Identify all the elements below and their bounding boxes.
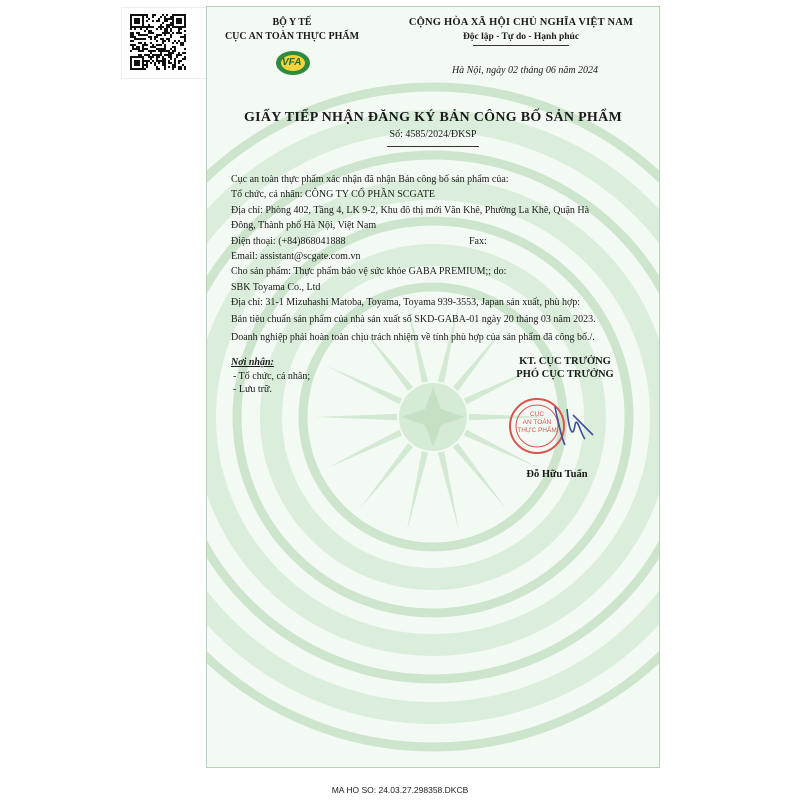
signer-name: Đỗ Hữu Tuấn	[526, 469, 588, 480]
document-title: GIẤY TIẾP NHẬN ĐĂNG KÝ BẢN CÔNG BỐ SẢN PHẨM	[243, 110, 623, 125]
title-divider	[387, 146, 479, 147]
stamp-text: CỤC AN TOÀN THỰC PHẨM	[517, 411, 557, 434]
drum-ray	[315, 414, 397, 420]
department-name: CỤC AN TOÀN THỰC PHẨM	[224, 31, 360, 42]
document-number: Số: 4585/2024/ĐKSP	[389, 129, 477, 140]
fax: Fax:	[469, 236, 487, 247]
qr-code	[122, 8, 208, 78]
drum-ray	[438, 451, 459, 532]
drum-ray	[453, 443, 507, 509]
official-stamp	[503, 395, 607, 457]
ministry-name: BỘ Y TẾ	[272, 17, 312, 28]
address-line-2: Đông, Thành phố Hà Nội, Việt Nam	[231, 220, 377, 231]
drum-ray	[327, 430, 402, 469]
certificate-document	[206, 6, 660, 768]
drum-ray	[327, 366, 402, 405]
address-line-1: Địa chỉ: Phòng 402, Tầng 4, LK 9-2, Khu đô thị mới Văn Khê, Phường La Khê, Quận Hà	[231, 205, 590, 216]
intro-text: Cục an toàn thực phẩm xác nhận đã nhận Bản công bố sản phẩm của:	[231, 174, 509, 185]
drum-ray	[359, 443, 413, 509]
signature-title-1: KT. CỤC TRƯỞNG	[519, 356, 611, 367]
responsibility-note: Doanh nghiệp phải hoàn toàn chịu trách nhiệm về tính phù hợp của sản phẩm đã công bố./.	[231, 332, 595, 343]
national-motto: Độc lập - Tự do - Hạnh phúc	[462, 32, 580, 42]
place-date: Hà Nội, ngày 02 tháng 06 năm 2024	[451, 65, 599, 76]
manufacturer: SBK Toyama Co., Ltd	[231, 282, 321, 293]
recipient-item: - Lưu trữ.	[233, 384, 272, 395]
dossier-code: MA HO SO: 24.03.27.298358.DKCB	[331, 785, 469, 795]
drum-ray	[407, 451, 428, 532]
organization: Tổ chức, cá nhân: CÔNG TY CỔ PHẦN SCGATE	[231, 189, 436, 200]
product-standard: Bản tiêu chuẩn sản phẩm của nhà sản xuất số SKD-GABA-01 ngày 20 tháng 03 năm 2023.	[231, 314, 596, 325]
recipients-heading: Nơi nhận:	[231, 357, 274, 368]
logo-text: VFA	[282, 57, 302, 68]
recipient-item: - Tổ chức, cá nhân;	[233, 371, 311, 382]
email: Email: assistant@scgate.com.vn	[231, 251, 361, 262]
signature-title-2: PHÓ CỤC TRƯỞNG	[516, 369, 614, 380]
phone: Điện thoại: (+84)868041888	[231, 236, 346, 247]
product: Cho sản phẩm: Thực phẩm bảo vệ sức khỏe GABA PREMIUM;; do:	[231, 266, 507, 277]
country-name: CỘNG HÒA XÃ HỘI CHỦ NGHĨA VIỆT NAM	[408, 17, 634, 28]
motto-underline	[473, 45, 569, 46]
manufacturer-address: Địa chỉ: 31-1 Mizuhashi Matoba, Toyama, Toyama 939-3553, Japan sản xuất, phù hợp:	[231, 297, 581, 308]
vfa-logo	[275, 49, 311, 77]
